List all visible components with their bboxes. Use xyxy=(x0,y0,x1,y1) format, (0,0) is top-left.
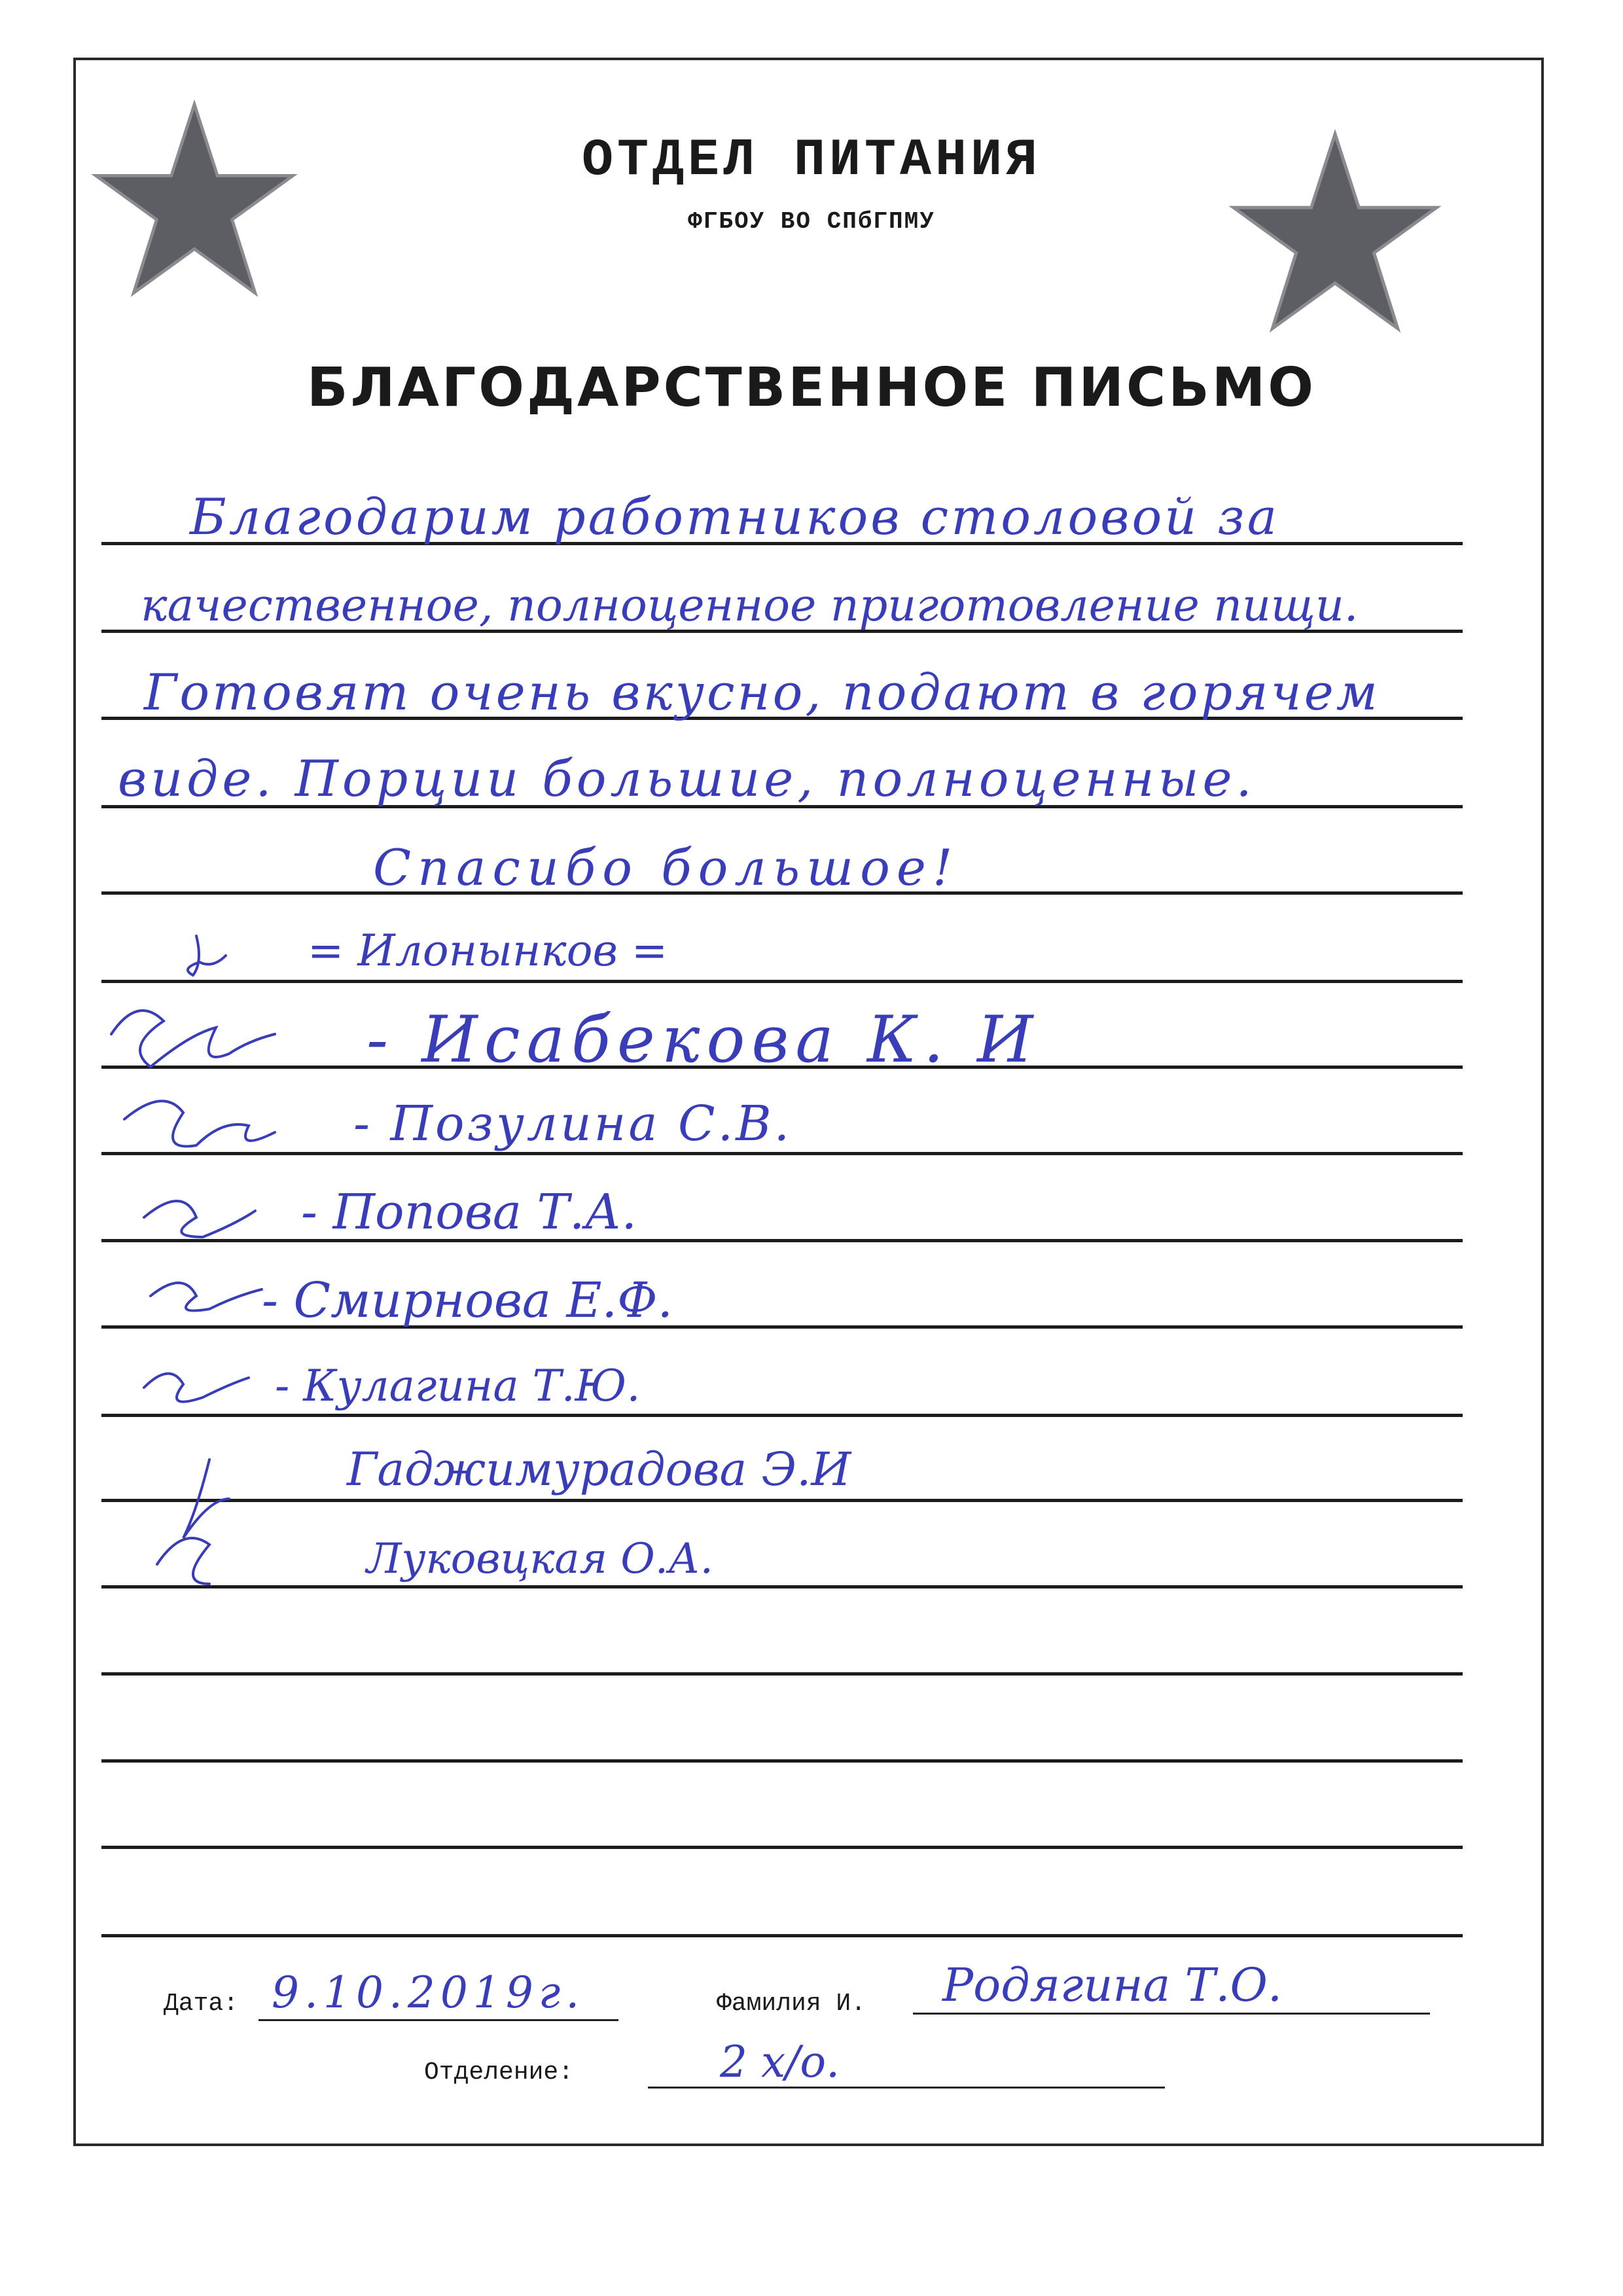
name-underline xyxy=(913,2013,1430,2015)
signature-scribble xyxy=(151,1283,262,1311)
letter-line: Благодарим работников столовой за xyxy=(190,488,1280,546)
date-value: 9.10.2019г. xyxy=(272,1967,585,2018)
signature-line: - Позулина С.В. xyxy=(353,1096,793,1152)
ruled-line xyxy=(101,1934,1463,1937)
ruled-line xyxy=(101,1672,1463,1676)
signature-scribble xyxy=(183,1460,229,1538)
document-title: БЛАГОДАРСТВЕННОЕ ПИСЬМО xyxy=(306,357,1316,419)
signature-line: - Кулагина Т.Ю. xyxy=(275,1361,641,1411)
institution-name: ФГБОУ ВО СПбГПМУ xyxy=(688,208,935,235)
letter-line: качественное, полноценное приготовление пищи. xyxy=(141,580,1359,632)
department-label: Отделение: xyxy=(424,2058,574,2087)
letter-line: виде. Порции большие, полноценные. xyxy=(118,749,1256,808)
signature-line: - Смирнова Е.Ф. xyxy=(262,1272,673,1329)
signature-scribble xyxy=(124,1101,275,1146)
signature-line: - Попова Т.А. xyxy=(301,1184,637,1240)
department-value: 2 х/о. xyxy=(720,2037,840,2087)
name-label: Фамилия И. xyxy=(717,1990,866,2018)
ruled-line xyxy=(101,1846,1463,1849)
signature-scribble xyxy=(111,1011,275,1067)
date-label: Дата: xyxy=(164,1990,239,2018)
department-title: ОТДЕЛ ПИТАНИЯ xyxy=(581,131,1042,190)
signature-scribble xyxy=(144,1201,255,1237)
date-underline xyxy=(259,2019,618,2021)
signature-scribble xyxy=(144,1374,249,1402)
signature-scribble xyxy=(188,936,226,975)
signature-line: = Илонынков = xyxy=(308,925,668,976)
name-value: Родягина Т.О. xyxy=(942,1958,1283,2012)
signature-line: Гаджимурадова Э.И xyxy=(347,1443,851,1496)
signature-scribbles xyxy=(92,916,366,1636)
letter-line: Готовят очень вкусно, подают в горячем xyxy=(144,663,1380,721)
ruled-line xyxy=(101,1759,1463,1763)
signature-scribble xyxy=(157,1538,209,1584)
letter-line: Спасибо большое! xyxy=(373,838,959,897)
signature-line: - Исабекова К. И xyxy=(366,1003,1040,1077)
star-icon xyxy=(86,98,302,308)
signature-line: Луковцкая О.А. xyxy=(366,1535,713,1583)
